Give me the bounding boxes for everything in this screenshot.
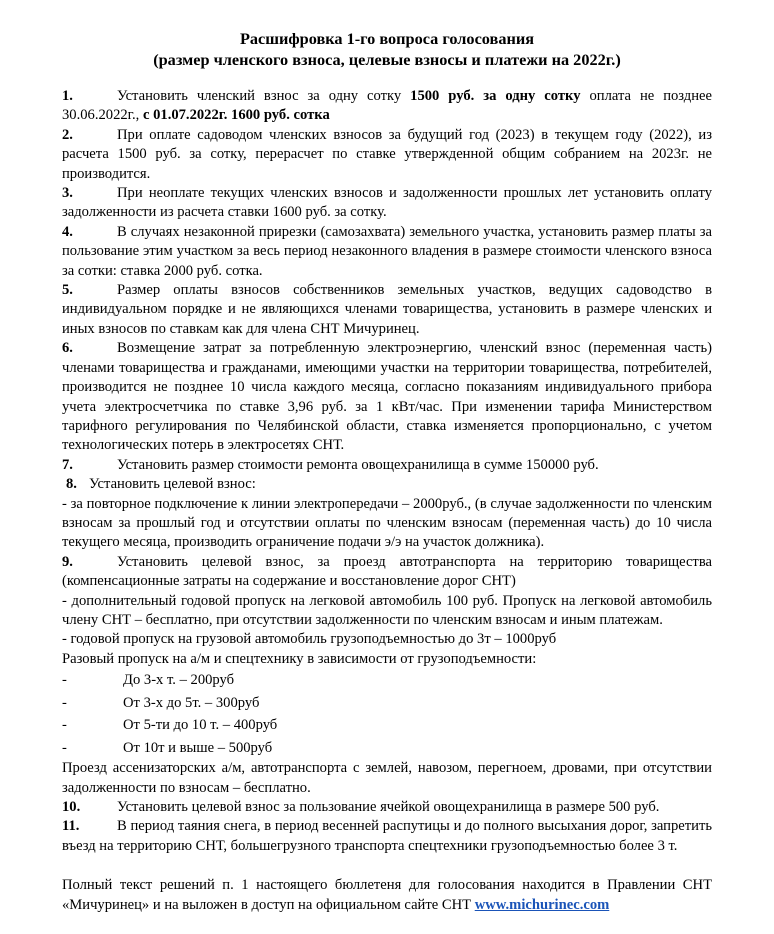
tariff-label: От 10т и выше – 500руб xyxy=(123,739,273,756)
tariff-dash: - xyxy=(62,672,67,689)
clause-7-number: 7. xyxy=(62,456,73,473)
clause-8 xyxy=(62,475,712,494)
tariff-label: До 3-х т. – 200руб xyxy=(123,672,235,689)
clause-11 xyxy=(62,817,712,856)
clause-9-detail-2: - годовой пропуск на грузовой автомобиль грузоподъемностью до 3т – 1000руб xyxy=(62,631,557,648)
footer-spacer xyxy=(62,856,712,876)
tariff-row xyxy=(62,669,712,692)
tariff-label: От 3-х до 5т. – 300руб xyxy=(123,694,260,711)
tariff-intro: Разовый пропуск на а/м и спецтехнику в зависимости от грузоподъемности: xyxy=(62,650,537,667)
clause-6-text: Возмещение затрат за потребленную электроэнергию, членский взнос (переменная часть) членами товарищества и гражданами, имеющими участки на территории товарищества, потребителей, производится не позднее 10 числа каждого месяца, согласно показаниям индивидуального прибора учета электросчетчика по ставке 3,96 руб. за 1 кВт/час. При изменении тарифа Министерством тарифного регулирования по Челябинской области, ставка изменяется пропорционально, с учетом технологических потерь в электросетях СНТ. xyxy=(62,340,712,454)
clause-1-bold-1: 1500 руб. за одну сотку xyxy=(410,88,581,104)
tariff-dash: - xyxy=(62,739,67,756)
clause-7-text: Установить размер стоимости ремонта овощехранилища в сумме 150000 руб. xyxy=(117,456,599,473)
clause-10 xyxy=(62,798,712,817)
title-line-2: (размер членского взноса, целевые взносы и платежи на 2022г.) xyxy=(153,50,621,69)
clause-1 xyxy=(62,87,712,126)
clause-1-bold-2: с 01.07.2022г. 1600 руб. сотка xyxy=(142,107,330,124)
title-line-1: Расшифровка 1-го вопроса голосования xyxy=(239,29,535,48)
tariff-label: От 5-ти до 10 т. – 400руб xyxy=(123,717,278,734)
clause-1-number: 1. xyxy=(62,88,73,104)
clause-11-number: 11. xyxy=(62,818,80,835)
clause-6-number: 6. xyxy=(62,340,73,357)
title-spacer xyxy=(62,70,712,87)
page-title xyxy=(62,28,712,70)
footer-note xyxy=(62,876,712,915)
clause-5-text: Размер оплаты взносов собственников земельных участков, ведущих садоводство в индивидуальном порядке и не являющихся членами товарищества, установить в размере членских и иных взносов по ставкам как для члена СНТ Мичуринец. xyxy=(62,282,712,337)
clause-8-text: Установить целевой взнос: xyxy=(88,476,256,493)
free-passage-note: Проезд ассенизаторских а/м, автотранспорта с землей, навозом, перегноем, дровами, при отсутствии задолженности по взносам – бесплатно. xyxy=(62,760,712,796)
clause-7 xyxy=(62,456,712,475)
clause-11-text: В период таяния снега, в период весенней распутицы и до полного высыхания дорог, запретить въезд на территорию СНТ, большегрузного транспорта спецтехники грузоподъемностью более 3 т. xyxy=(62,818,712,854)
footer-text: Полный текст решений п. 1 настоящего бюллетеня для голосования находится в Правлении СНТ «Мичуринец» и на выложен в доступ на официальном сайте СНТ xyxy=(62,877,712,913)
clause-1-text-1: Установить членский взнос за одну сотку xyxy=(117,88,411,104)
clause-9-text: Установить целевой взнос, за проезд автотранспорта на территорию товарищества (компенсационные затраты на содержание и восстановление дорог СНТ) xyxy=(62,553,712,590)
clause-10-number: 10. xyxy=(62,799,81,815)
clause-5-number: 5. xyxy=(62,282,73,299)
tariff-row xyxy=(62,737,712,760)
clause-2-text: При оплате садоводом членских взносов за будущий год (2023) в текущем году (2022), из расчета 1500 руб. за сотку, перерасчет по ставке утвержденной общим собранием на 2023г. не производится. xyxy=(62,126,712,182)
tariff-dash: - xyxy=(62,694,67,711)
tariff-row xyxy=(62,692,712,715)
clause-8-number: 8. xyxy=(66,476,77,493)
clause-8-detail: - за повторное подключение к линии электропередачи – 2000руб., (в случае задолженности по членским взносам за прошлый год и отсутствии оплаты по членским взносам (переменная часть) до 10 числа текущего месяца, производить ограничение подачи э/э на участок должника). xyxy=(62,495,712,551)
clause-1-text-2: оплата не позднее 30.06.2022г., xyxy=(62,88,712,124)
clause-9-detail-1: - дополнительный годовой пропуск на легковой автомобиль 100 руб. Пропуск на легковой автомобиль члену СНТ – бесплатно, при отсутствии задолженности по членским взносам и иным платежам. xyxy=(62,592,712,628)
clause-4 xyxy=(62,223,712,281)
clause-2-number: 2. xyxy=(62,126,73,143)
tariff-row xyxy=(62,714,712,737)
clause-3 xyxy=(62,184,712,223)
clause-10-text: Установить целевой взнос за пользование ячейкой овощехранилища в размере 500 руб. xyxy=(117,799,660,815)
official-site-link[interactable]: www.michurinec.com xyxy=(474,896,610,913)
clause-9-number: 9. xyxy=(62,553,73,570)
tariff-dash: - xyxy=(62,717,67,734)
clause-9 xyxy=(62,553,712,592)
clause-3-text: При неоплате текущих членских взносов и задолженности прошлых лет установить оплату задолженности из расчета ставки 1600 руб. за сотку. xyxy=(62,185,712,221)
clause-4-number: 4. xyxy=(62,223,73,240)
clause-3-number: 3. xyxy=(62,185,73,202)
clause-2 xyxy=(62,126,712,184)
clause-5 xyxy=(62,281,712,339)
clause-4-text: В случаях незаконной прирезки (самозахвата) земельного участка, установить размер платы за пользование этим участком за весь период незаконного владения в размере стоимости членского взноса за сотки: ставка 2000 руб. сотка. xyxy=(62,223,712,279)
clause-6 xyxy=(62,339,712,455)
